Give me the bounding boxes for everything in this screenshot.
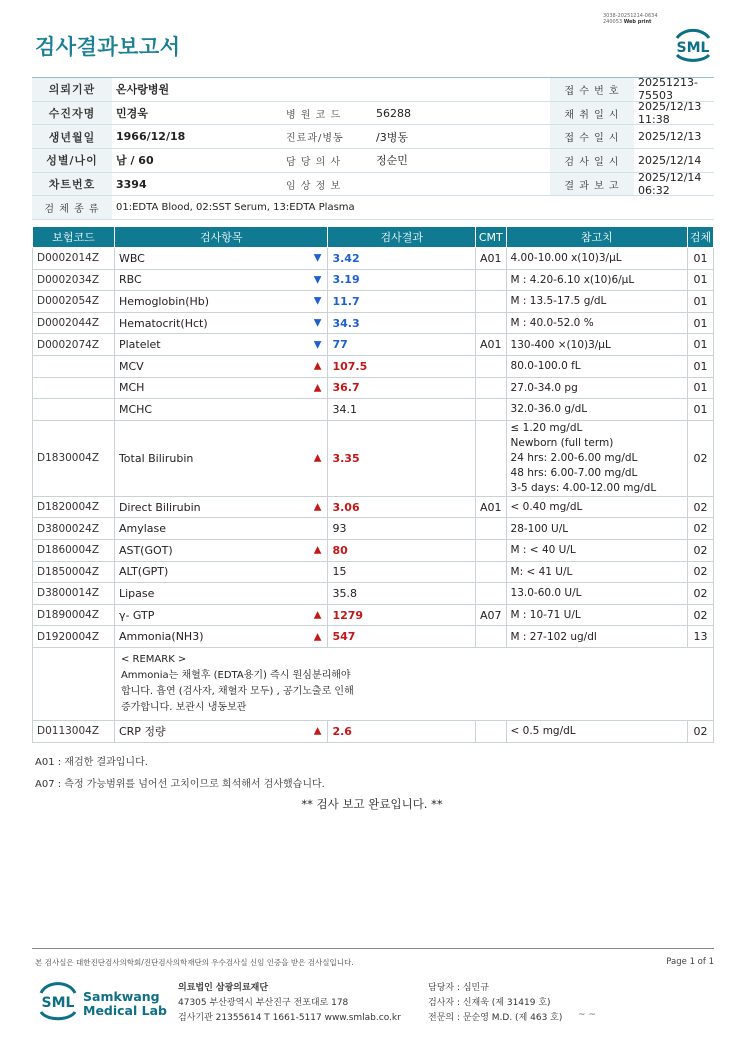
cell-specimen: 02 [687,583,713,605]
cell-reference [506,420,687,496]
info-v2: 56288 [376,106,411,120]
table-row [33,518,714,540]
cmt-notes [35,752,325,796]
cell-item [114,420,328,496]
reference-line: 3-5 days: 4.00-12.00 mg/dL [510,481,657,494]
report-title: 검사결과보고서 [35,35,181,59]
footer-divider [32,948,714,949]
item-name: WBC [118,251,145,265]
cell-code [33,647,115,720]
report-code: 3038-20251214-0634 240053 Web print [603,13,658,25]
certification-text: 본 검사실은 대한진단검사의학회/진단검사의학재단의 우수검사실 신임 인증을 받은 검사실입니다. [35,958,354,967]
cell-code: D1920004Z [33,626,115,648]
cell-cmt [476,355,507,377]
info-l1: 성별/나이 [32,149,112,172]
cell-item [114,583,328,605]
info-l3: 접 수 일 시 [550,125,634,148]
cell-reference: < 0.5 mg/dL [506,720,687,742]
table-row [33,248,714,270]
cell-result: 93 [328,518,476,540]
remark-line: Ammonia는 채혈후 (EDTA용기) 즉시 원심분리해야 [120,669,351,681]
info-v1: 3394 [116,177,147,191]
table-row [33,399,714,421]
cell-result: 35.8 [328,583,476,605]
table-row [33,604,714,626]
cell-result: 36.7 [328,377,476,399]
low-flag-icon: ▼ [313,274,322,286]
info-v1: 남 / 60 [116,154,154,168]
cell-code: D1850004Z [33,561,115,583]
cell-item [114,355,328,377]
item-name: MCHC [118,402,153,416]
cell-code: D1830004Z [33,420,115,496]
header-result: 검사결과 [328,227,476,248]
cell-reference: 80.0-100.0 fL [506,355,687,377]
cell-result: 3.42 [328,248,476,270]
cell-code [33,399,115,421]
cell-specimen: 01 [687,269,713,291]
cell-reference: 4.00-10.00 x(10)3/µL [506,248,687,270]
high-flag-icon: ▲ [313,725,322,737]
cell-cmt [476,399,507,421]
reference-line: ≤ 1.20 mg/dL [510,421,583,434]
cell-specimen: 02 [687,518,713,540]
cell-code: D0002074Z [33,334,115,356]
signature: ~ ~ [578,1010,596,1020]
info-spacer [500,125,550,148]
cell-result: 77 [328,334,476,356]
cell-code: D1820004Z [33,496,115,518]
cell-item [114,604,328,626]
cell-item [114,399,328,421]
table-row [33,583,714,605]
cell-reference: M : < 40 U/L [506,539,687,561]
item-name: CRP 정량 [118,725,166,739]
info-row [32,102,714,126]
info-l3: 검 사 일 시 [550,149,634,172]
cell-cmt [476,626,507,648]
info-v2: /3병동 [376,130,408,144]
cell-item [114,626,328,648]
info-row [32,173,714,197]
cell-specimen: 02 [687,496,713,518]
cell-reference: M: < 41 U/L [506,561,687,583]
cell-specimen: 01 [687,355,713,377]
cell-result: 34.3 [328,312,476,334]
reference-line: 48 hrs: 6.00-7.00 mg/dL [510,466,638,479]
header-item: 검사항목 [114,227,328,248]
header-code: 보험코드 [33,227,115,248]
cell-cmt: A01 [476,496,507,518]
info-v2: 정순민 [376,154,408,168]
cell-cmt [476,561,507,583]
cell-reference: M : 10-71 U/L [506,604,687,626]
info-l1: 차트번호 [32,173,112,196]
info-spacer [500,149,550,172]
cell-cmt [476,377,507,399]
info-v3: 2025/12/14 06:32 [638,171,702,198]
cell-code [33,377,115,399]
high-flag-icon: ▲ [313,360,322,372]
table-row [33,626,714,648]
table-row [33,539,714,561]
cell-item [114,377,328,399]
table-row [33,561,714,583]
specimen-value: 01:EDTA Blood, 02:SST Serum, 13:EDTA Plasma [116,202,355,214]
cell-result: 3.19 [328,269,476,291]
table-row [33,720,714,742]
cell-cmt [476,539,507,561]
cell-result: 15 [328,561,476,583]
info-l1: 생년월일 [32,125,112,148]
item-name: γ- GTP [118,608,155,622]
cell-item [114,312,328,334]
info-l2: 임 상 정 보 [286,180,342,192]
cell-cmt [476,291,507,313]
cell-result: 2.6 [328,720,476,742]
cell-result: 107.5 [328,355,476,377]
page-number: Page 1 of 1 [666,957,714,967]
sml-logo-bottom [37,981,79,1021]
low-flag-icon: ▼ [313,317,322,329]
report-complete: ** 검사 보고 완료입니다. ** [301,797,443,811]
cell-code: D3800014Z [33,583,115,605]
high-flag-icon: ▲ [313,631,322,643]
cell-item [114,539,328,561]
cell-item [114,561,328,583]
table-row [33,496,714,518]
info-row-specimen [32,196,714,220]
cell-specimen: 02 [687,604,713,626]
cell-specimen: 01 [687,248,713,270]
cell-reference: M : 40.0-52.0 % [506,312,687,334]
cell-code: D1860004Z [33,539,115,561]
item-name: MCH [118,381,145,395]
item-name: MCV [118,359,144,373]
remark-text [114,647,713,720]
high-flag-icon: ▲ [313,544,322,556]
info-v2 [372,173,500,196]
info-l2: 병 원 코 드 [286,109,342,121]
info-v1: 온사랑병원 [116,83,170,97]
cell-specimen: 01 [687,377,713,399]
info-l3: 결 과 보 고 [550,173,634,196]
table-row [33,334,714,356]
cell-result: 3.35 [328,420,476,496]
reference-line: Newborn (full term) [510,436,614,449]
info-row [32,149,714,173]
cell-result: 3.06 [328,496,476,518]
table-row [33,420,714,496]
info-v1: 민경욱 [116,107,148,121]
low-flag-icon: ▼ [313,295,322,307]
cell-reference: M : 13.5-17.5 g/dL [506,291,687,313]
note-a01: A01 : 재검한 결과입니다. [35,757,148,768]
table-row [33,377,714,399]
info-l1: 의뢰기관 [32,78,112,101]
info-v3: 20251213-75503 [638,76,698,103]
cell-specimen: 02 [687,539,713,561]
table-row [33,291,714,313]
item-name: AST(GOT) [118,543,173,557]
svg-text:SML: SML [676,40,710,56]
cell-result: 547 [328,626,476,648]
cell-item [114,518,328,540]
cell-code: D0002034Z [33,269,115,291]
high-flag-icon: ▲ [313,501,322,513]
info-l2: 담 당 의 사 [286,156,342,168]
item-name: Platelet [118,338,161,352]
info-l2 [282,78,372,101]
info-l3: 접 수 번 호 [550,78,634,101]
item-name: ALT(GPT) [118,565,169,579]
item-name: Hemoglobin(Hb) [118,294,210,308]
item-name: Ammonia(NH3) [118,630,204,644]
remark-line: 합니다. 흡연 (검사자, 채혈자 모두) , 공기노출로 인해 [120,685,354,697]
cell-item [114,496,328,518]
cell-specimen: 01 [687,334,713,356]
table-row [33,312,714,334]
cell-item [114,720,328,742]
header-specimen: 검체 [687,227,713,248]
cell-result: 11.7 [328,291,476,313]
low-flag-icon: ▼ [313,339,322,351]
cell-reference: M : 27-102 ug/dl [506,626,687,648]
patient-info-table [32,77,714,220]
cell-code [33,355,115,377]
reference-line: 24 hrs: 2.00-6.00 mg/dL [510,451,638,464]
item-name: Hematocrit(Hct) [118,316,208,330]
cell-reference: < 0.40 mg/dL [506,496,687,518]
item-name: RBC [118,273,142,287]
organization-info: 의료법인 삼광의료재단 47305 부산광역시 부산진구 전포대로 178 검사기관 21355614 T 1661-5117 www.smlab.co.kr [178,983,401,1023]
cell-item [114,334,328,356]
cell-code: D0002044Z [33,312,115,334]
cell-result: 80 [328,539,476,561]
svg-text:SML: SML [41,995,75,1011]
info-l2: 진료과/병동 [286,133,344,145]
results-header-row [33,227,714,248]
remark-row [33,647,714,720]
info-v1: 1966/12/18 [116,130,186,144]
info-v2 [372,78,500,101]
cell-reference: 130-400 ×(10)3/µL [506,334,687,356]
cell-reference: 27.0-34.0 pg [506,377,687,399]
cell-code: D1890004Z [33,604,115,626]
specimen-label: 검 체 종 류 [32,196,112,219]
info-spacer [500,102,550,125]
cell-code: D3800024Z [33,518,115,540]
item-name: Lipase [118,586,155,600]
info-row [32,125,714,149]
cell-specimen: 01 [687,291,713,313]
cell-result: 1279 [328,604,476,626]
low-flag-icon: ▼ [313,252,322,264]
info-spacer [500,173,550,196]
cell-reference: 28-100 U/L [506,518,687,540]
brand-name: Samkwang Medical Lab [83,989,167,1018]
note-a07: A07 : 측정 가능범위를 넘어선 고치이므로 희석해서 검사했습니다. [35,779,325,790]
results-table [32,226,714,743]
table-row [33,269,714,291]
cell-code: D0002014Z [33,248,115,270]
cell-reference: M : 4.20-6.10 x(10)6/µL [506,269,687,291]
info-v3: 2025/12/14 [638,153,702,167]
cell-specimen: 13 [687,626,713,648]
staff-info: 담당자 : 심민규 검사자 : 신재욱 (제 31419 호) 전문의 : 문순영 M.D. (제 463 호) [428,983,563,1023]
info-spacer [500,78,550,101]
cell-item [114,291,328,313]
cell-code: D0113004Z [33,720,115,742]
info-v3: 2025/12/13 [638,130,702,144]
info-v3: 2025/12/13 11:38 [638,100,702,127]
cell-cmt: A01 [476,248,507,270]
item-name: Total Bilirubin [118,451,194,465]
cell-result: 34.1 [328,399,476,421]
cell-cmt [476,518,507,540]
cell-cmt [476,420,507,496]
info-l1: 수진자명 [32,102,112,125]
high-flag-icon: ▲ [313,382,322,394]
info-row [32,78,714,102]
cell-cmt [476,583,507,605]
cell-specimen: 02 [687,720,713,742]
item-name: Amylase [118,522,166,536]
cell-cmt [476,312,507,334]
header-cmt: CMT [476,227,507,248]
cell-cmt [476,269,507,291]
info-l3: 채 취 일 시 [550,102,634,125]
item-name: Direct Bilirubin [118,500,201,514]
cell-item [114,248,328,270]
cell-reference: 32.0-36.0 g/dL [506,399,687,421]
table-row [33,355,714,377]
high-flag-icon: ▲ [313,609,322,621]
sml-logo [671,26,715,62]
remark-line: < REMARK > [120,653,187,665]
cell-item [114,269,328,291]
cell-specimen: 02 [687,420,713,496]
cell-cmt: A01 [476,334,507,356]
high-flag-icon: ▲ [313,452,322,464]
cell-specimen: 01 [687,312,713,334]
remark-line: 증가합니다. 보관시 냉동보관 [120,701,247,713]
header-reference: 참고치 [506,227,687,248]
cell-specimen: 01 [687,399,713,421]
cell-specimen: 02 [687,561,713,583]
cell-cmt: A07 [476,604,507,626]
cell-cmt [476,720,507,742]
cell-code: D0002054Z [33,291,115,313]
cell-reference: 13.0-60.0 U/L [506,583,687,605]
